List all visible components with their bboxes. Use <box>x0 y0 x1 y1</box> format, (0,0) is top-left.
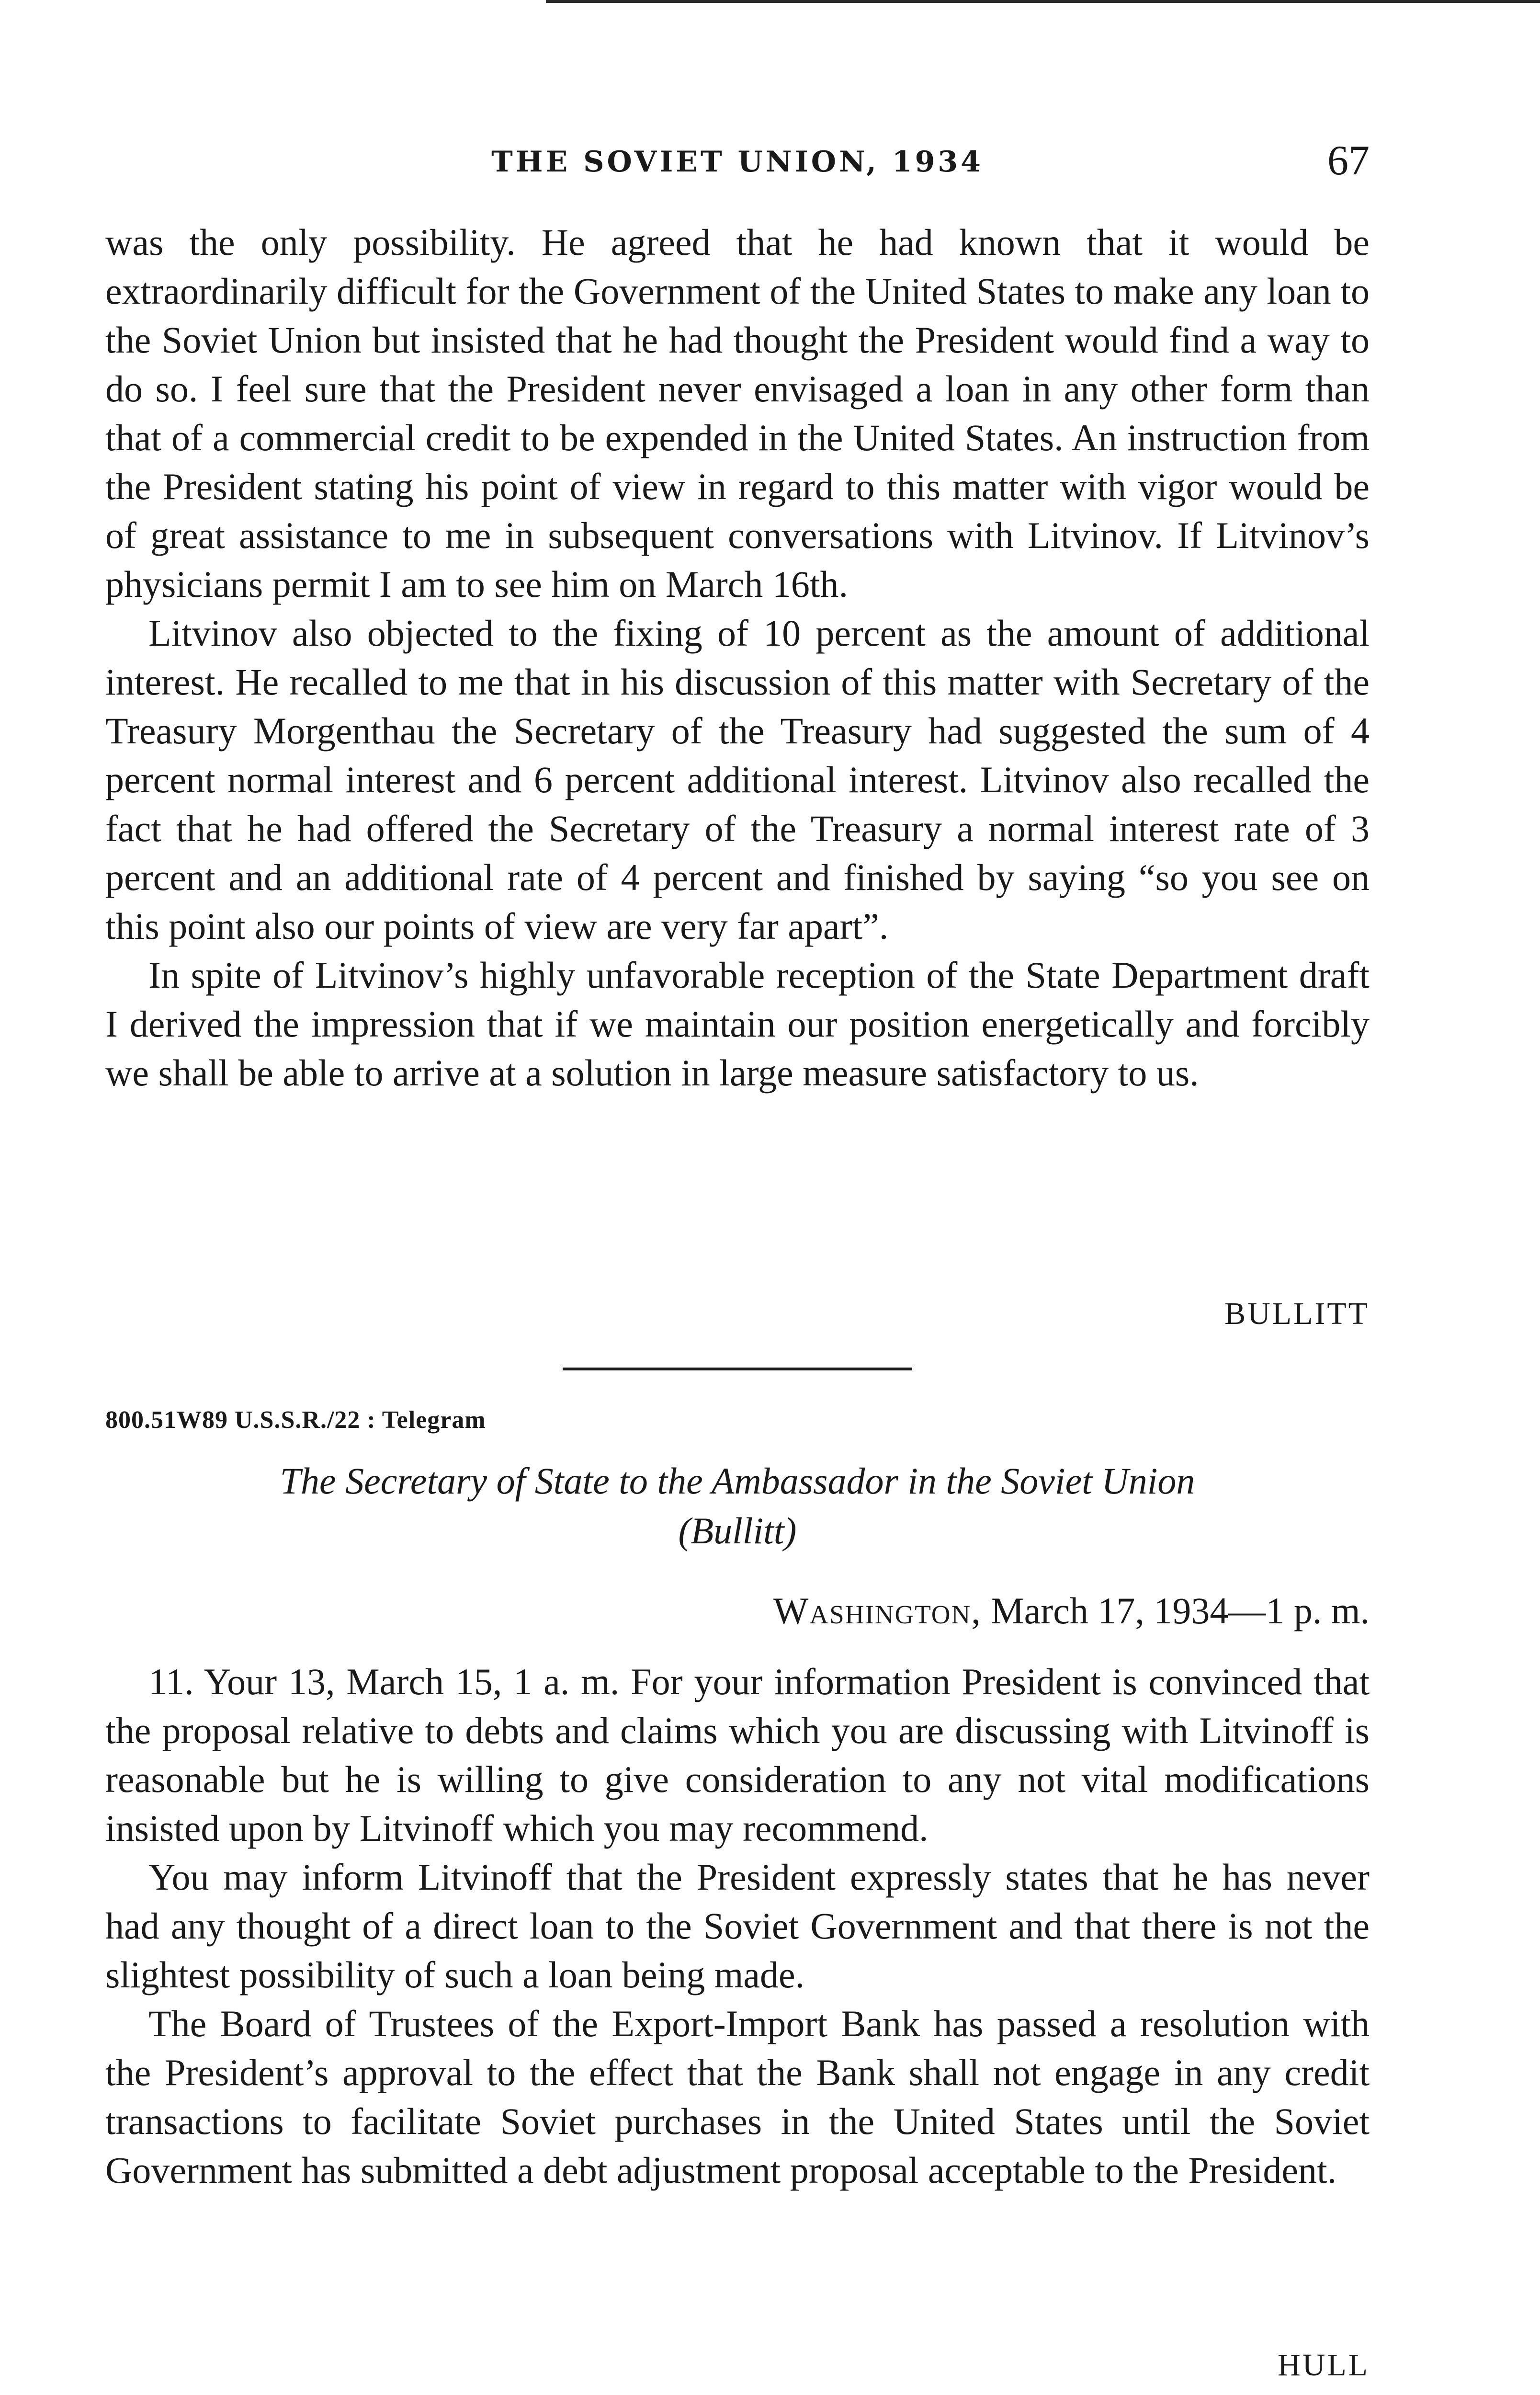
dateline <box>773 1589 1370 1632</box>
signature-hull: HULL <box>1278 2348 1370 2383</box>
paragraph: was the only possibility. He agreed that he had known that it would be extraordinarily difficult for the Government of the United States to make any loan to the Soviet Union but insisted that he had thought the President would find a way to do so. I feel sure that the President never envisaged a loan in any other form than that of a commercial credit to be expended in the United States. An instruction from the President stating his point of view in regard to this matter with vigor would be of great assistance to me in subsequent conversations with Litvinov. If Litvinov’s physicians permit I am to see him on March 16th. <box>105 221 1370 605</box>
document-title-line: The Secretary of State to the Ambassador in the Soviet Union <box>280 1460 1195 1502</box>
paragraph: 11. Your 13, March 15, 1 a. m. For your information President is convinced that the proposal relative to debts and claims which you are discussing with Litvinoff is reasonable but he is willing to give consideration to any not vital modifications insisted upon by Litvinoff which you may recommend. <box>105 1661 1370 1849</box>
paragraph: Litvinov also objected to the fixing of 10 percent as the amount of additional interest. He recalled to me that in his discussion of this matter with Secretary of the Treasury Morgenthau the Secretary of the Treasury had suggested the sum of 4 percent normal interest and 6 percent additional interest. Litvinov also recalled the fact that he had offered the Secretary of the Treasury a normal interest rate of 3 percent and an additional rate of 4 percent and finished by saying “so you see on this point also our points of view are very far apart”. <box>105 612 1370 947</box>
document-title-line: (Bullitt) <box>678 1510 797 1551</box>
signature-bullitt: BULLITT <box>1224 1296 1370 1331</box>
running-title: THE SOVIET UNION, 1934 <box>491 145 984 179</box>
running-head <box>105 137 1370 189</box>
second-document-body <box>105 1657 1370 2195</box>
file-reference: 800.51W89 U.S.S.R./22 : Telegram <box>105 1406 486 1434</box>
first-document-body <box>105 218 1370 1097</box>
document-title <box>105 1456 1370 1556</box>
paragraph: In spite of Litvinov’s highly unfavorable reception of the State Department draft I derived the impression that if we maintain our position energetically and forcibly we shall be able to arrive at a solution in large measure satisfactory to us. <box>105 954 1370 1094</box>
paragraph: The Board of Trustees of the Export-Import Bank has passed a resolution with the President’s approval to the effect that the Bank shall not engage in any credit transactions to facilitate Soviet purchases in the United States until the Soviet Government has submitted a debt adjustment proposal acceptable to the President. <box>105 2003 1370 2191</box>
paragraph: You may inform Litvinoff that the President expressly states that he has never had any thought of a direct loan to the Soviet Government and that there is not the slightest possibility of such a loan being made. <box>105 1856 1370 1996</box>
dateline-date: March 17, 1934—1 p. m. <box>991 1590 1370 1631</box>
top-border-rule <box>546 0 1540 3</box>
section-divider <box>563 1368 912 1370</box>
page-number: 67 <box>1327 137 1370 184</box>
dateline-place: Washington, <box>773 1590 982 1631</box>
